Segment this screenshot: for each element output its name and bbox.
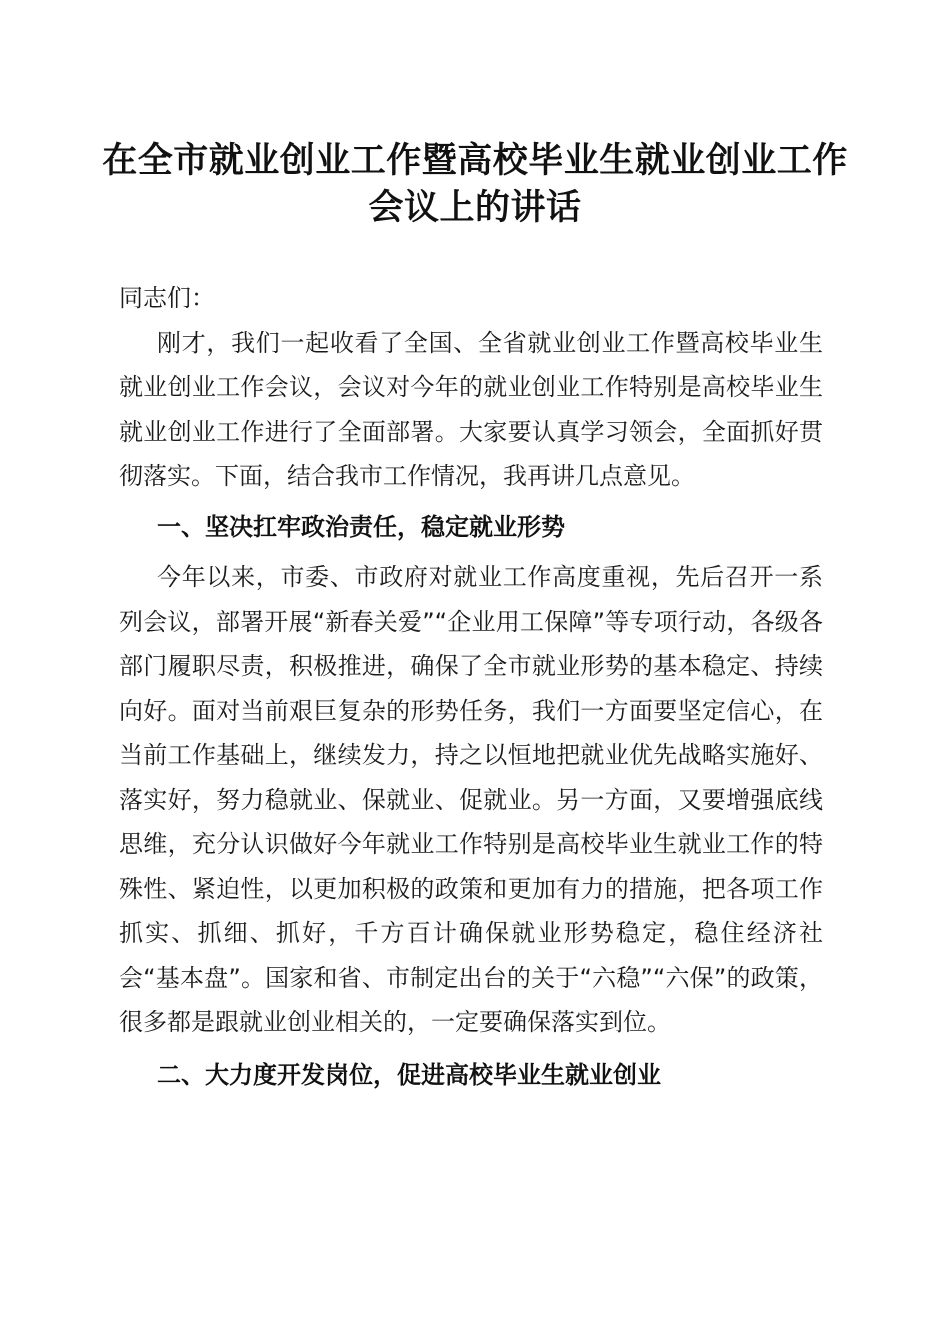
document-title: 在全市就业创业工作暨高校毕业生就业创业工作会议上的讲话 bbox=[102, 140, 848, 228]
greeting: 同志们： bbox=[119, 284, 215, 312]
intro-paragraph: 刚才，我们一起收看了全国、全省就业创业工作暨高校毕业生就业创业工作会议，会议对今年的就业创业工作特别是高校毕业生就业创业工作进行了全面部署。大家要认真学习领会，全面抓好贯彻落实。下面，结合我市工作情况，我再讲几点意见。 bbox=[119, 328, 823, 490]
section-1-paragraph: 今年以来，市委、市政府对就业工作高度重视，先后召开一系列会议，部署开展“新春关爱”“企业用工保障”等专项行动，各级各部门履职尽责，积极推进，确保了全市就业形势的基本稳定、持续向好。面对当前艰巨复杂的形势任务，我们一方面要坚定信心，在当前工作基础上，继续发力，持之以恒地把就业优先战略实施好、落实好，努力稳就业、保就业、促就业。另一方面，又要增强底线思维，充分认识做好今年就业工作特别是高校毕业生就业工作的特殊性、紧迫性，以更加积极的政策和更加有力的措施，把各项工作抓实、抓细、抓好，千方百计确保就业形势稳定，稳住经济社会“基本盘”。国家和省、市制定出台的关于“六稳”“六保”的政策，很多都是跟就业创业相关的，一定要确保落实到位。 bbox=[119, 563, 823, 1036]
document-body bbox=[119, 276, 823, 1097]
section-2-heading: 二、大力度开发岗位，促进高校毕业生就业创业 bbox=[157, 1060, 661, 1089]
section-1-heading: 一、坚决扛牢政治责任，稳定就业形势 bbox=[157, 512, 565, 541]
